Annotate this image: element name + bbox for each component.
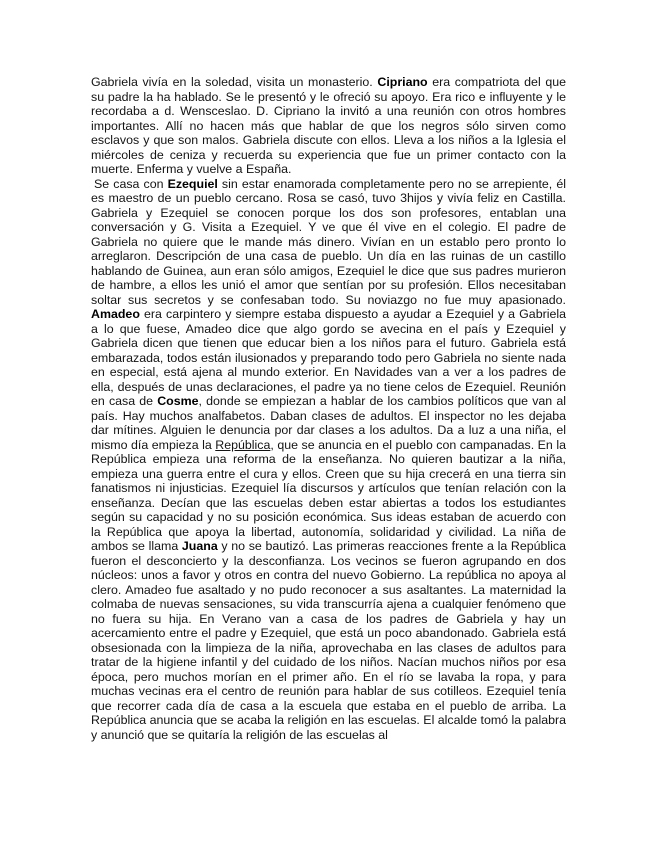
- text-segment: Se casa con: [94, 176, 168, 191]
- bold-name: Juana: [181, 539, 218, 553]
- paragraph-gabriela-soledad: [91, 75, 566, 177]
- paragraph-boda-ezequiel: [91, 177, 566, 743]
- text-segment: y no se bautizó. Las primeras reacciones frente a la República fueron el desconcierto y la desconfianza. Los vecinos se fueron agrupando en dos núcleos: unos a favor y otros en contra del nuevo Gobierno. La república no apoya al clero. Amadeo fue asaltado y no pudo reconocer a sus asaltantes. La maternidad la colmaba de nuevas sensaciones, su vida transcurría ajena a cualquier fenómeno que no fuera su hija. En Verano van a casa de los padres de Gabriela y hay un acercamiento entre el padre y Ezequiel, que está un poco abandonado. Gabriela está obsesionada con la limpieza de la niña, aprovechaba en las clases de adultos para tratar de la higiene infantil y del cuidado de los niños. Nacían muchos niños por esa época, pero muchos morían en el primer año. En el río se lavaba la ropa, y para muchas vecinas era el centro de reunión para hablar de sus cotilleos. Ezequiel tenía que recorrer cada día de casa a la escuela que estaba en el pueblo de arriba. La República anuncia que se acaba la religión en las escuelas. El alcalde tomó la palabra y anunció que se quitaría la religión de las escuelas al: [91, 539, 566, 742]
- text-segment: Gabriela vivía en la soledad, visita un monasterio.: [91, 75, 378, 89]
- text-segment: sin estar enamorada completamente pero no se arrepiente, él es maestro de un pueblo cercano. Rosa se casó, tuvo 3hijos y vivía feliz en Castilla. Gabriela y Ezequiel se conocen porque los dos son profesores, entablan una conversación y G. Visita a Ezequiel. Y ve que él vive en el colegio. El padre de Gabriela no quiere que le mande más dinero. Vivían en un establo pero pronto lo arreglaron. Descripción de una casa de pueblo. Un día en las ruinas de un castillo hablando de Guinea, aun eran sólo amigos, Ezequiel le dice que sus padres murieron de hambre, a ellos les unió el amor que sentían por su profesión. Ellos necesitaban soltar sus secretos y se confesaban todo. Su noviazgo no fue muy apasionado.: [91, 176, 566, 307]
- text-segment: , donde se empiezan a hablar de los cambios políticos que van al país. Hay muchos analfabetos. Daban clases de adultos. El inspector no les dejaba dar mítines. Alguien le denuncia por dar clases a los adultos. Da a luz a una niña, el mismo día empieza la: [91, 394, 566, 452]
- bold-name: Cipriano: [377, 75, 428, 89]
- text-segment: , que se anuncia en el pueblo con campanadas. En la República empieza una reforma de la enseñanza. No quieren bautizar a la niña, empieza una guerra entre el cura y ellos. Creen que su hija crecerá en una tierra sin fanatismos ni injusticias. Ezequiel lía discursos y artículos que tenían relación con la enseñanza. Decían que las escuelas deben estar abiertas a todos los estudiantes según su capacidad y no su posición económica. Sus ideas estaban de acuerdo con la República que apoya la libertad, autonomía, solidaridad y civilidad. La niña de ambos se llama: [91, 437, 566, 553]
- text-segment: era compatriota del que su padre la ha hablado. Se le presentó y le ofreció su apoyo. Era rico e influyente y le recordaba a d. Wensceslao. D. Cipriano la invitó a una reunión con otros hombres importantes. Allí no hacen más que hablar de que los negros sólo sirven como esclavos y que son malos. Gabriela discute con ellos. Lleva a los niños a la Iglesia el miércoles de ceniza y recuerda su experiencia que fue un primer contacto con la muerte. Enferma y vuelve a España.: [91, 75, 567, 176]
- bold-name: Cosme: [157, 394, 199, 408]
- document-page: [91, 75, 566, 742]
- underlined-word: República: [215, 437, 271, 452]
- bold-name: Ezequiel: [167, 176, 218, 191]
- text-segment: era carpintero y siempre estaba dispuesto a ayudar a Ezequiel y a Gabriela a lo que fuese, Amadeo dice que algo gordo se avecina en el país y Ezequiel y Gabriela dicen que tienen que educar bien a los niños para el futuro. Gabriela está embarazada, todos están ilusionados y preparando todo pero Gabriela no siente nada en especial, está ajena al mundo exterior. En Navidades van a ver a los padres de ella, después de unas declaraciones, el padre ya no tiene celos de Ezequiel. Reunión en casa de: [91, 307, 566, 408]
- bold-name: Amadeo: [91, 307, 140, 321]
